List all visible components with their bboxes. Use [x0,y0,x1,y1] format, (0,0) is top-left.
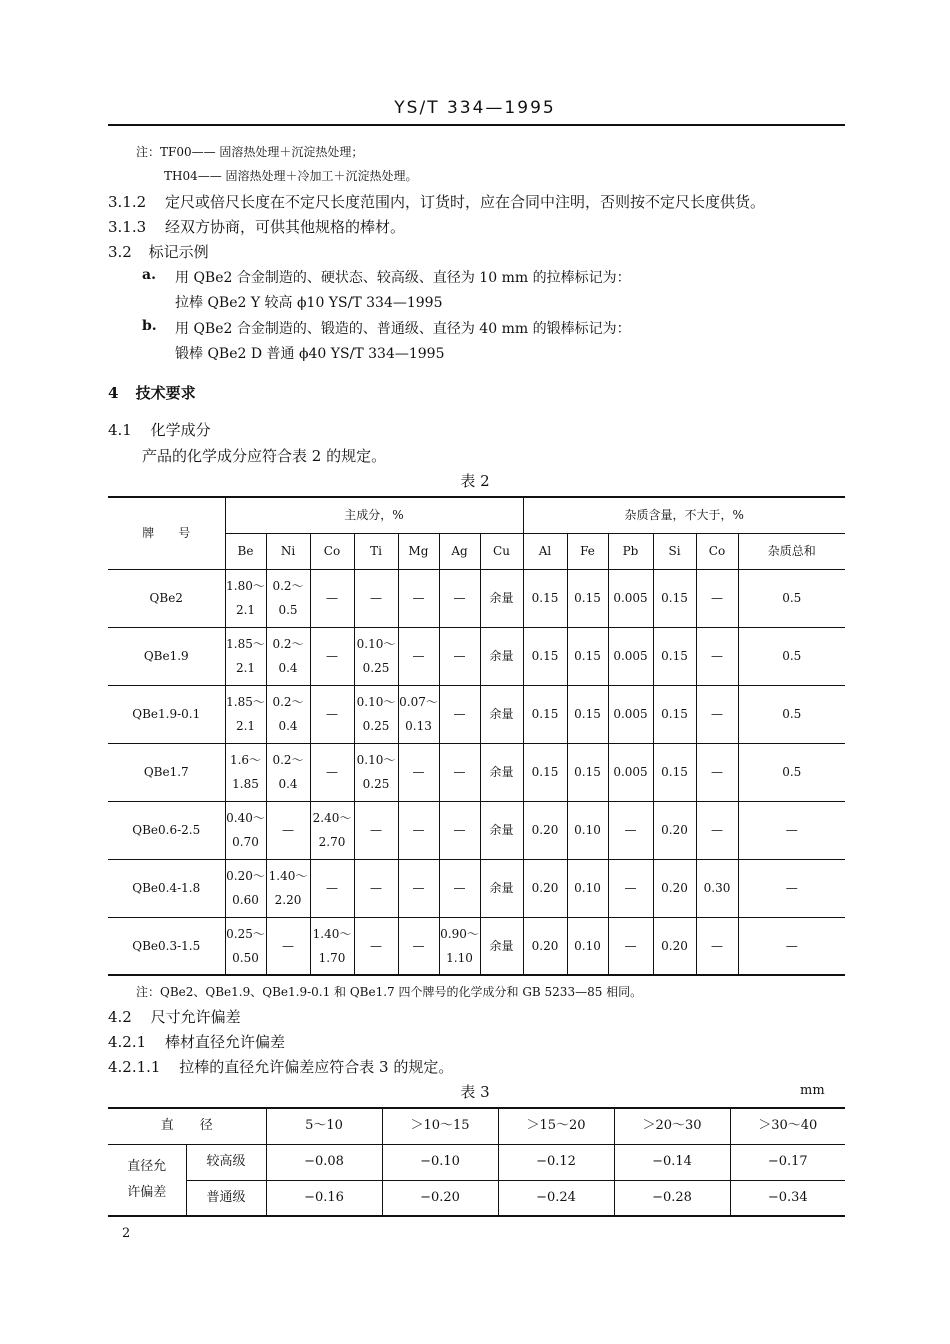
tolerance-cell: −0.28 [614,1180,730,1216]
value-cell: 0.005 [608,569,653,627]
range-header: 5～10 [266,1108,382,1144]
table-row [108,743,845,801]
value-cell: 0.30 [696,859,738,917]
value-cell: 0.005 [608,685,653,743]
value-cell: — [696,917,738,975]
cell-line: 2.70 [318,835,346,849]
cell-line: 1.40～ [312,926,352,941]
example-b-line2: 锻棒 QBe2 D 普通 ϕ40 YS/T 334—1995 [175,346,445,362]
section-number: 4.2.1 [108,1033,147,1051]
value-cell: — [696,743,738,801]
value-cell: 余量 [480,569,523,627]
table-2 [108,496,845,976]
tolerance-cell: −0.08 [266,1144,382,1180]
tolerance-cell: −0.24 [498,1180,614,1216]
column-header: Mg [398,533,439,569]
cell-line: 1.70 [318,950,346,965]
column-header: Ni [266,533,310,569]
value-cell [310,917,354,975]
value-cell: 0.15 [523,743,567,801]
tolerance-group-cell [108,1144,186,1216]
section-number: 4 [108,384,119,402]
section-text: 技术要求 [135,384,196,402]
value-cell: 0.20 [523,801,567,859]
value-cell [354,685,398,743]
range-header: ＞20～30 [614,1108,730,1144]
value-cell: — [696,685,738,743]
value-cell: — [696,627,738,685]
table2-note: 注：QBe2、QBe1.9、QBe1.9-0.1 和 QBe1.7 四个牌号的化学成分和 GB 5233—85 相同。 [136,985,643,999]
column-header: Fe [567,533,608,569]
value-cell [354,743,398,801]
value-cell: 0.5 [738,743,845,801]
value-cell: — [439,743,480,801]
value-cell: — [354,569,398,627]
value-cell: — [354,801,398,859]
value-cell: — [398,569,439,627]
cell-line: 1.85 [232,777,259,791]
cell-line: 0.50 [232,950,259,965]
value-cell: — [398,917,439,975]
value-cell: 0.005 [608,627,653,685]
value-cell: 余量 [480,685,523,743]
cell-line: 2.20 [274,893,302,907]
value-cell: — [354,917,398,975]
value-cell: 余量 [480,917,523,975]
grade-cell: QBe0.3-1.5 [108,917,225,975]
grade-cell: QBe1.9-0.1 [108,685,225,743]
value-cell: — [310,859,354,917]
cell-line: 0.20～ [226,869,265,883]
value-cell: 0.15 [567,627,608,685]
value-cell: — [738,859,845,917]
value-cell: — [398,627,439,685]
tolerance-cell: −0.34 [730,1180,845,1216]
section-number: 3.2 [108,243,132,261]
cell-line: 0.10～ [356,695,396,709]
page-number: 2 [122,1226,131,1241]
cell-line: 2.40～ [312,811,352,825]
value-cell: 余量 [480,743,523,801]
value-cell: — [266,917,310,975]
table3-unit: mm [800,1083,825,1098]
value-cell: 0.20 [653,859,696,917]
value-cell: — [439,859,480,917]
column-header: Ti [354,533,398,569]
value-cell: — [439,569,480,627]
table3-caption: 表 3 [460,1083,490,1101]
value-cell [310,801,354,859]
value-cell: — [310,569,354,627]
value-cell: — [439,685,480,743]
header-main: 主成分，% [225,497,523,533]
cell-line: 1.40～ [268,869,308,883]
value-cell: 0.15 [523,627,567,685]
section-number: 3.1.2 [108,193,147,211]
value-cell: — [398,801,439,859]
value-cell: 余量 [480,859,523,917]
value-cell: 0.20 [653,917,696,975]
cell-line: 1.6～ [229,753,262,767]
column-header: 杂质总和 [738,533,845,569]
tolerance-cell: −0.14 [614,1144,730,1180]
note-th04: TH04—— 固溶热处理＋冷加工＋沉淀热处理。 [164,169,418,183]
value-cell: — [266,801,310,859]
table2-caption: 表 2 [460,472,490,490]
cell-line: 0.40～ [226,811,265,825]
column-header: Co [696,533,738,569]
value-cell [266,685,310,743]
cell-line: 0.4 [278,661,298,675]
value-cell [266,859,310,917]
section-number: 4.1 [108,421,132,439]
value-cell: 0.15 [567,685,608,743]
section-3-1-2 [108,191,765,212]
tolerance-cell: −0.10 [382,1144,498,1180]
cell-line: 0.25 [362,777,390,791]
example-a-line1: 用 QBe2 合金制造的、硬状态、较高级、直径为 10 mm 的拉棒标记为： [175,270,631,286]
cell-line: 1.10 [446,950,473,965]
cell-line: 0.10～ [356,637,396,651]
cell-line: 0.25 [362,661,390,675]
cell-line: 0.10～ [356,753,396,767]
value-cell [225,569,266,627]
value-cell [225,743,266,801]
section-4-2 [108,1006,241,1027]
grade-cell: QBe1.7 [108,743,225,801]
value-cell: — [310,743,354,801]
grade-cell: QBe1.9 [108,627,225,685]
section-4 [108,382,196,403]
value-cell: — [696,801,738,859]
tolerance-cell: −0.16 [266,1180,382,1216]
cell-line: 0.60 [232,893,259,907]
value-cell: — [608,801,653,859]
example-b-line1: 用 QBe2 合金制造的、锻造的、普通级、直径为 40 mm 的锻棒标记为： [175,321,631,337]
section-3-1-3 [108,216,405,237]
section-4-1 [108,419,211,440]
tolerance-cell: −0.12 [498,1144,614,1180]
value-cell: 0.15 [567,743,608,801]
value-cell: — [354,859,398,917]
value-cell [225,859,266,917]
cell-line: 0.07～ [399,695,438,709]
value-cell: 0.20 [523,917,567,975]
section-text: 经双方协商，可供其他规格的棒材。 [164,218,405,236]
value-cell: 0.15 [653,743,696,801]
value-cell: 0.10 [567,801,608,859]
cell-line: 1.85～ [226,637,265,651]
value-cell: 余量 [480,627,523,685]
tolerance-cell: −0.20 [382,1180,498,1216]
column-header: Al [523,533,567,569]
value-cell: — [738,801,845,859]
value-cell: 0.5 [738,627,845,685]
value-cell: 0.15 [523,569,567,627]
grade-name-cell: 普通级 [186,1180,266,1216]
range-header: ＞30～40 [730,1108,845,1144]
cell-line: 1.85～ [226,695,265,709]
value-cell: — [398,743,439,801]
value-cell [225,801,266,859]
value-cell [266,743,310,801]
value-cell: 0.5 [738,569,845,627]
section-text: 标记示例 [148,243,209,261]
value-cell: 0.10 [567,917,608,975]
section-number: 4.2.1.1 [108,1058,161,1076]
section-text: 化学成分 [150,421,211,439]
section-text: 尺寸允许偏差 [150,1008,241,1026]
value-cell [354,627,398,685]
value-cell: — [310,627,354,685]
value-cell: — [398,859,439,917]
cell-line: 0.4 [278,719,298,733]
value-cell: 0.005 [608,743,653,801]
cell-line: 0.90～ [440,926,479,941]
example-a-label: a. [142,267,156,283]
column-header: Pb [608,533,653,569]
note-tf00: 注：TF00—— 固溶热处理＋沉淀热处理； [136,145,364,159]
value-cell: 0.20 [653,801,696,859]
value-cell: 余量 [480,801,523,859]
cell-line: 0.2～ [272,579,304,593]
table-row [108,627,845,685]
table-row [108,685,845,743]
section-4-2-1-1 [108,1056,453,1077]
range-header: ＞10～15 [382,1108,498,1144]
section-4-2-1 [108,1031,285,1052]
cell-line: 0.70 [232,835,259,849]
column-header: Si [653,533,696,569]
value-cell: 0.15 [653,685,696,743]
group-line: 许偏差 [127,1184,167,1200]
column-header: Ag [439,533,480,569]
value-cell: 0.10 [567,859,608,917]
tolerance-cell: −0.17 [730,1144,845,1180]
header-diameter: 直 径 [108,1108,266,1144]
header-grade: 牌 号 [108,497,225,569]
value-cell: — [439,801,480,859]
section-3-2 [108,241,209,262]
section-text: 定尺或倍尺长度在不定尺长度范围内，订货时，应在合同中注明，否则按不定尺长度供货。 [164,193,765,211]
table-3 [108,1107,845,1217]
value-cell [225,917,266,975]
section-text: 拉棒的直径允许偏差应符合表 3 的规定。 [179,1058,454,1076]
table-row [108,569,845,627]
section-4-1-body: 产品的化学成分应符合表 2 的规定。 [142,447,387,465]
group-line: 直径允 [127,1158,167,1174]
section-number: 3.1.3 [108,218,147,236]
cell-line: 0.25～ [226,926,265,941]
grade-cell: QBe0.4-1.8 [108,859,225,917]
cell-line: 0.4 [278,777,298,791]
cell-line: 0.2～ [272,753,304,767]
value-cell [398,685,439,743]
table-row [108,801,845,859]
cell-line: 0.13 [405,719,432,733]
cell-line: 0.2～ [272,637,304,651]
cell-line: 0.5 [278,603,298,617]
table-row [108,1180,845,1216]
value-cell [266,569,310,627]
cell-line: 0.25 [362,719,390,733]
cell-line: 2.1 [235,719,256,733]
cell-line: 2.1 [235,661,256,675]
table-row [108,1144,845,1180]
header-rule [108,124,845,126]
column-header: Co [310,533,354,569]
section-text: 棒材直径允许偏差 [164,1033,285,1051]
cell-line: 1.80～ [226,579,265,593]
value-cell: 0.15 [523,685,567,743]
value-cell: 0.5 [738,685,845,743]
value-cell: 0.15 [653,569,696,627]
value-cell [225,685,266,743]
value-cell [439,917,480,975]
example-a-line2: 拉棒 QBe2 Y 较高 ϕ10 YS/T 334—1995 [175,295,443,311]
grade-cell: QBe2 [108,569,225,627]
column-header: Cu [480,533,523,569]
value-cell [266,627,310,685]
grade-name-cell: 较高级 [186,1144,266,1180]
value-cell: 0.20 [523,859,567,917]
grade-cell: QBe0.6-2.5 [108,801,225,859]
example-b-label: b. [142,318,157,334]
cell-line: 0.2～ [272,695,304,709]
doc-header: YS/T 334—1995 [394,98,556,118]
value-cell: 0.15 [653,627,696,685]
value-cell: — [608,859,653,917]
value-cell: — [439,627,480,685]
value-cell: — [696,569,738,627]
column-header: Be [225,533,266,569]
value-cell [225,627,266,685]
cell-line: 2.1 [235,603,256,617]
header-impurity: 杂质含量，不大于，% [523,497,845,533]
value-cell: — [738,917,845,975]
value-cell: — [608,917,653,975]
section-number: 4.2 [108,1008,132,1026]
value-cell: 0.15 [567,569,608,627]
value-cell: — [310,685,354,743]
table-row [108,917,845,975]
table-row [108,859,845,917]
range-header: ＞15～20 [498,1108,614,1144]
